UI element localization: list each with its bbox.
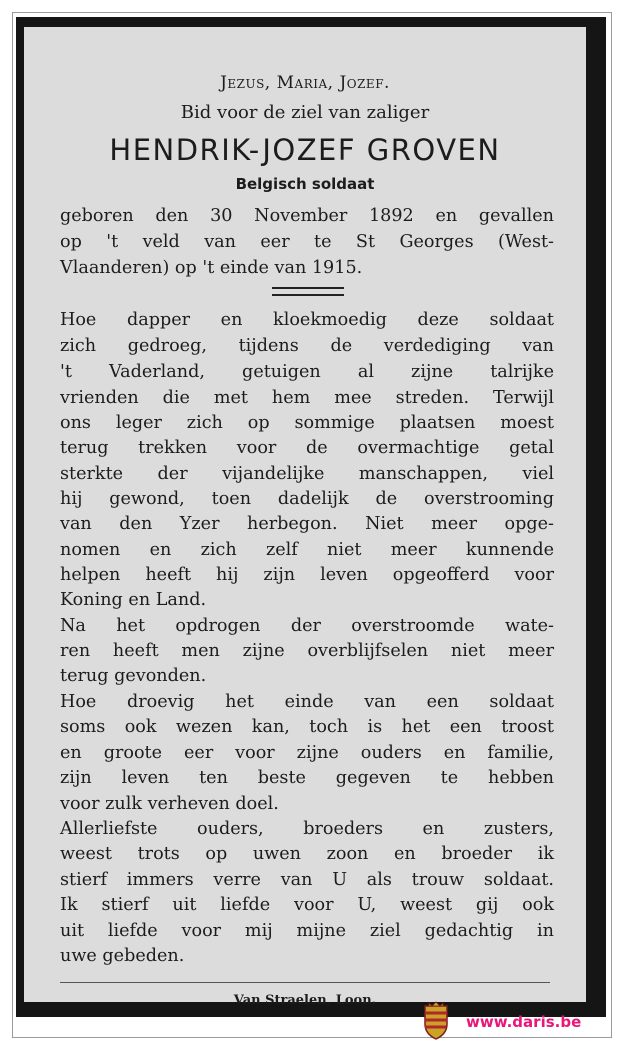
body-line: 't Vaderland, getuigen al zijne talrijke bbox=[60, 362, 554, 382]
body-line: en groote eer voor zijne ouders en familie, bbox=[60, 743, 554, 763]
body-line: vrienden die met hem mee streden. Terwijl bbox=[60, 388, 554, 408]
body-line: Hoe dapper en kloekmoedig deze soldaat bbox=[60, 310, 554, 330]
crest-logo-icon bbox=[421, 1000, 451, 1040]
body-line: van den Yzer herbegon. Niet meer opge- bbox=[60, 514, 554, 534]
intro-line: op 't veld van eer te St Georges (West- bbox=[60, 232, 554, 252]
intro-line: geboren den 30 November 1892 en gevallen bbox=[60, 206, 554, 226]
deceased-subtitle: Belgisch soldaat bbox=[235, 175, 375, 193]
body-line: zijn leven ten beste gegeven te hebben bbox=[60, 768, 554, 788]
deceased-name: HENDRIK-JOZEF GROVEN bbox=[109, 133, 501, 167]
footer-rule bbox=[60, 982, 550, 983]
body-line: hij gewond, toen dadelijk de overstrooming bbox=[60, 489, 554, 509]
body-line: terug gevonden. bbox=[60, 666, 207, 686]
body-line: Hoe droevig het einde van een soldaat bbox=[60, 692, 554, 712]
divider-rule bbox=[272, 287, 344, 296]
body-line: sterkte der vijandelijke manschappen, viel bbox=[60, 464, 554, 484]
body-line: Na het opdrogen der overstroomde wate- bbox=[60, 616, 554, 636]
body-line: weest trots op uwen zoon en broeder ik bbox=[60, 844, 554, 864]
body-line: Allerliefste ouders, broeders en zusters, bbox=[60, 819, 554, 839]
body-line: voor zulk verheven doel. bbox=[60, 794, 279, 814]
intro-line: Vlaanderen) op 't einde van 1915. bbox=[60, 258, 363, 278]
body-line: terug trekken voor de overmachtige getal bbox=[60, 438, 554, 458]
body-line: helpen heeft hij zijn leven opgeofferd voor bbox=[60, 565, 554, 585]
body-line: ren heeft men zijne overblijfselen niet meer bbox=[60, 641, 554, 661]
printer-credit: Van Straelen, Loon. bbox=[233, 993, 377, 1008]
body-line: ons leger zich op sommige plaatsen moest bbox=[60, 413, 554, 433]
body-line: uit liefde voor mij mijne ziel gedachtig in bbox=[60, 921, 554, 941]
body-line: soms ook wezen kan, toch is het een troost bbox=[60, 717, 554, 737]
body-line: Koning en Land. bbox=[60, 590, 207, 610]
watermark-link[interactable]: www.daris.be bbox=[466, 1013, 582, 1031]
body-line: uwe gebeden. bbox=[60, 946, 185, 966]
invocation: Jezus, Maria, Jozef. bbox=[220, 73, 390, 93]
body-line: zich gedroeg, tijdens de verdediging van bbox=[60, 336, 554, 356]
body-line: nomen en zich zelf niet meer kunnende bbox=[60, 540, 554, 560]
body-line: stierf immers verre van U als trouw soldaat. bbox=[60, 870, 554, 890]
prayer-line: Bid voor de ziel van zaliger bbox=[180, 102, 430, 123]
body-line: Ik stierf uit liefde voor U, weest gij ook bbox=[60, 895, 554, 915]
